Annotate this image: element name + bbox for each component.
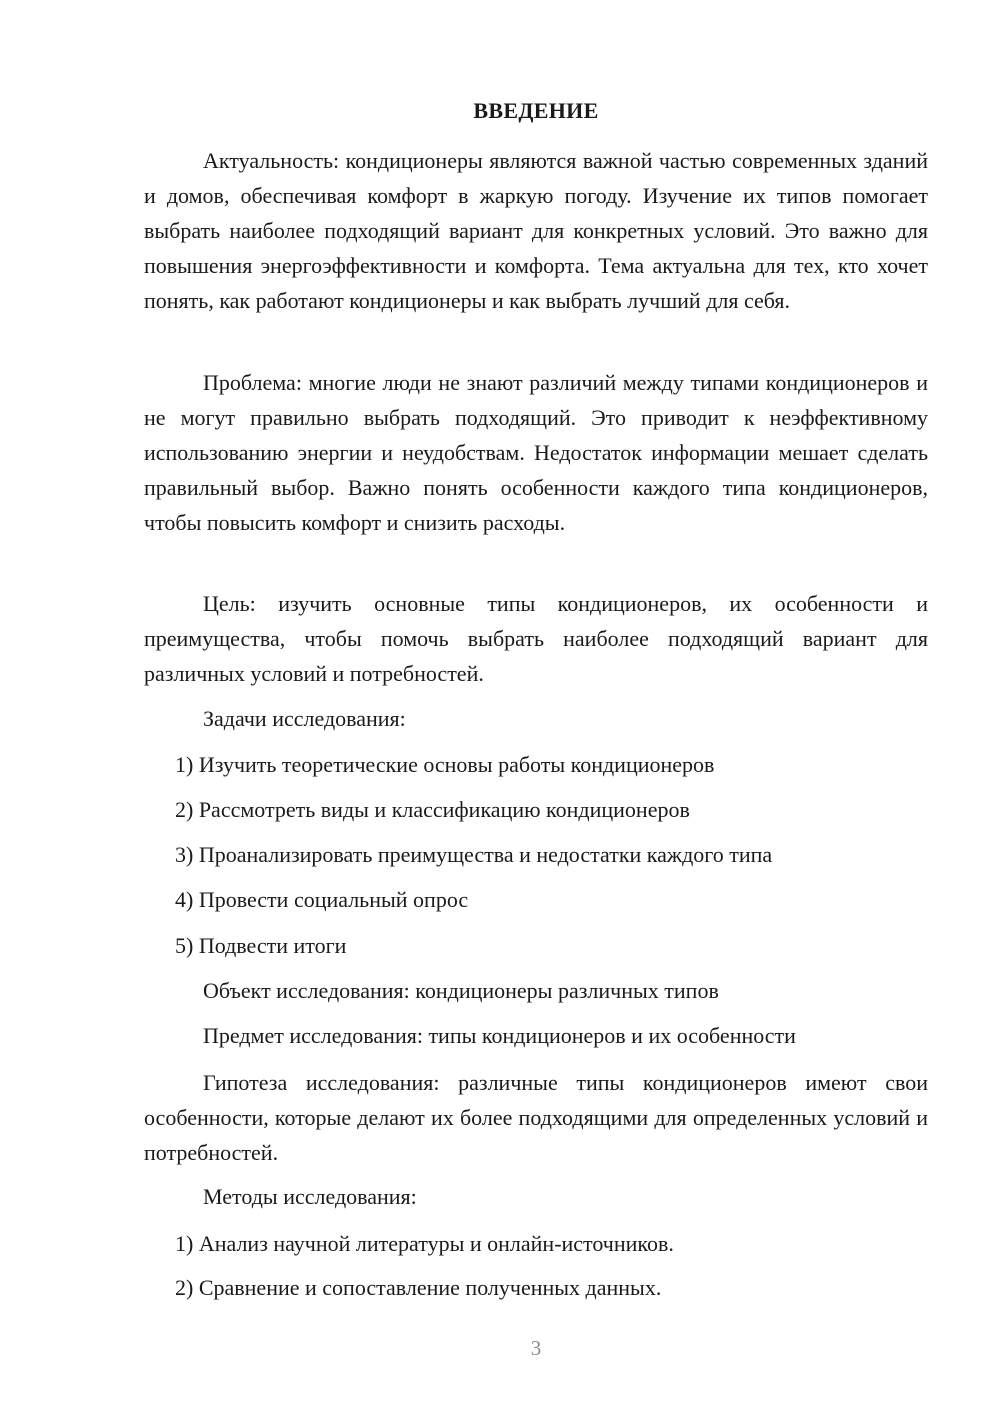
method-item: 1) Анализ научной литературы и онлайн-источников. <box>175 1231 674 1256</box>
research-subject: Предмет исследования: типы кондиционеров и их особенности <box>203 1023 796 1048</box>
problem-paragraph: Проблема: многие люди не знают различий между типами кондиционеров и не могут правильно выбрать подходящий. Это приводит к неэффективному использованию энергии и неудобствам. Недостаток информации мешает сделать правильный выбор. Важно понять особенности каждого типа кондиционеров, чтобы повысить комфорт и снизить расходы. <box>144 370 928 535</box>
tasks-heading: Задачи исследования: <box>203 706 406 731</box>
relevance-paragraph: Актуальность: кондиционеры являются важной частью современных зданий и домов, обеспечивая комфорт в жаркую погоду. Изучение их типов помогает выбрать наиболее подходящий вариант для конкретных условий. Это важно для повышения энергоэффективности и комфорта. Тема актуальна для тех, кто хочет понять, как работают кондиционеры и как выбрать лучший для себя. <box>144 148 928 313</box>
goal-paragraph: Цель: изучить основные типы кондиционеров, их особенности и преимущества, чтобы помочь выбрать наиболее подходящий вариант для различных условий и потребностей. <box>144 591 928 686</box>
hypothesis-paragraph: Гипотеза исследования: различные типы кондиционеров имеют свои особенности, которые делают их более подходящими для определенных условий и потребностей. <box>144 1070 928 1165</box>
page-title: ВВЕДЕНИЕ <box>473 98 599 123</box>
task-item: 3) Проанализировать преимущества и недостатки каждого типа <box>175 842 773 867</box>
method-item: 2) Сравнение и сопоставление полученных данных. <box>175 1275 662 1300</box>
methods-heading: Методы исследования: <box>203 1184 417 1209</box>
research-object: Объект исследования: кондиционеры различных типов <box>203 978 719 1003</box>
task-item: 2) Рассмотреть виды и классификацию кондиционеров <box>175 797 690 822</box>
task-item: 4) Провести социальный опрос <box>175 887 469 912</box>
page-number: 3 <box>530 1336 542 1360</box>
task-item: 1) Изучить теоретические основы работы кондиционеров <box>175 752 715 777</box>
task-item: 5) Подвести итоги <box>175 933 347 958</box>
